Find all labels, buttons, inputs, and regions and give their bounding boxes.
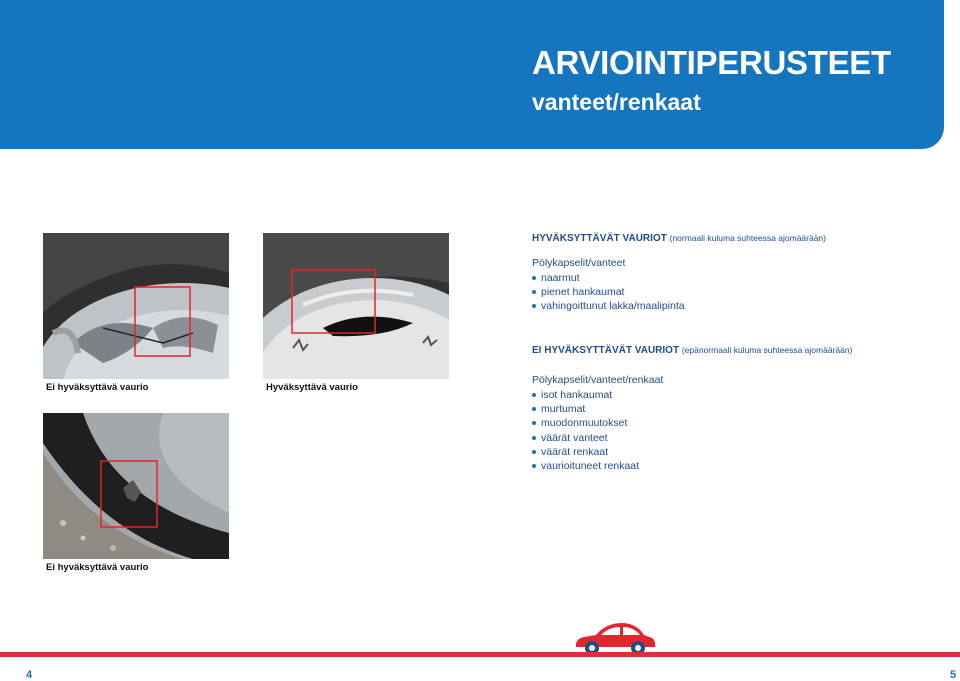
- bullet-icon: [532, 276, 536, 280]
- list-item-text: naarmut: [541, 272, 580, 284]
- list-item-text: vaurioituneet renkaat: [541, 460, 640, 473]
- bullet-icon: [532, 407, 536, 411]
- list-item: [532, 416, 952, 430]
- list-item: [532, 402, 952, 416]
- list-item-text: isot hankaumat: [541, 389, 613, 401]
- list-item: [532, 271, 952, 285]
- bullet-icon: [532, 464, 536, 468]
- list-item: [532, 285, 952, 299]
- list-item-text: väärät vanteet: [541, 431, 608, 444]
- bullet-icon: [532, 304, 536, 308]
- acceptable-damage-section: [532, 233, 952, 314]
- acceptable-heading: [532, 233, 952, 244]
- photo-caption: Ei hyväksyttävä vaurio: [46, 382, 149, 393]
- list-item: [532, 299, 952, 313]
- list-item-text: vahingoittunut lakka/maalipinta: [541, 300, 685, 313]
- page-number-left: 4: [26, 669, 33, 681]
- photo-caption: Hyväksyttävä vaurio: [266, 382, 358, 393]
- list-item-text: pienet hankaumat: [541, 286, 625, 299]
- list-item-text: väärät renkaat: [541, 445, 609, 458]
- bullet-icon: [532, 421, 536, 425]
- list-item-text: muodonmuutokset: [541, 417, 628, 430]
- page-subtitle: vanteet/renkaat: [532, 89, 701, 115]
- footer-divider: [0, 652, 960, 657]
- unacceptable-list: [532, 388, 952, 473]
- bullet-icon: [532, 290, 536, 294]
- list-item: [532, 459, 952, 473]
- photo-caption: Ei hyväksyttävä vaurio: [46, 562, 149, 573]
- list-item: [532, 388, 952, 402]
- unacceptable-group-title: Pölykapselit/vanteet/renkaat: [532, 374, 664, 386]
- list-item: [532, 431, 952, 445]
- acceptable-group-title: Pölykapselit/vanteet: [532, 257, 626, 269]
- unacceptable-damage-section: [532, 345, 952, 473]
- acceptable-heading-text: HYVÄKSYTTÄVÄT VAURIOT: [532, 233, 667, 244]
- unacceptable-heading-note: (epänormaali kuluma suhteessa ajomäärään): [681, 345, 853, 355]
- bullet-icon: [532, 393, 536, 397]
- acceptable-list: [532, 271, 952, 314]
- list-item: [532, 445, 952, 459]
- acceptable-heading-note: (normaali kuluma suhteessa ajomäärään): [669, 233, 826, 243]
- page-number-right: 5: [950, 669, 957, 681]
- bullet-icon: [532, 450, 536, 454]
- list-item-text: murtumat: [541, 403, 586, 416]
- unacceptable-heading: [532, 345, 952, 356]
- photo-damaged-tire: [43, 413, 229, 559]
- unacceptable-heading-text: EI HYVÄKSYTTÄVÄT VAURIOT: [532, 345, 680, 356]
- photo-scuffed-rim: [263, 233, 449, 379]
- page-title: ARVIOINTIPERUSTEET: [532, 44, 891, 81]
- photo-damaged-hubcap: [43, 233, 229, 379]
- bullet-icon: [532, 436, 536, 440]
